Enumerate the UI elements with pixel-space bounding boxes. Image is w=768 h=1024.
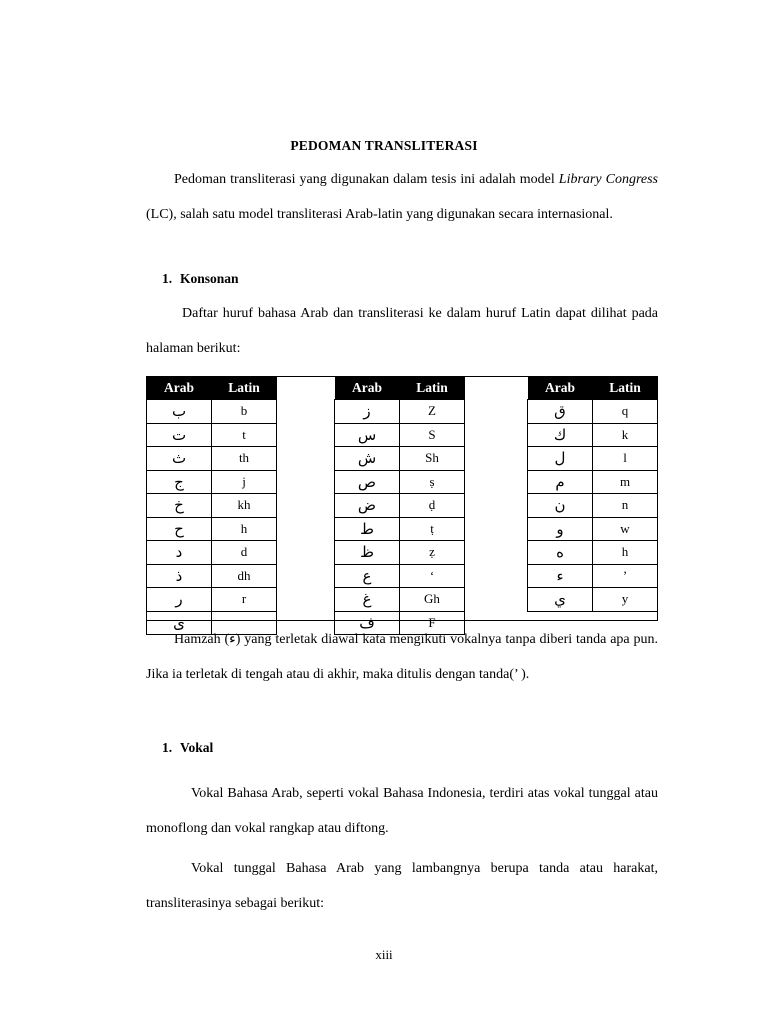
table-row xyxy=(528,400,658,424)
latin-transliteration-cell: dh xyxy=(212,564,277,588)
table-row xyxy=(528,470,658,494)
vokal-paragraph-2: Vokal tunggal Bahasa Arab yang lambangnya berupa tanda atau harakat, transliterasinya sebagai berikut: xyxy=(146,861,658,911)
consonant-table-3 xyxy=(527,376,658,634)
intro-italic-model: Library Congress xyxy=(558,172,658,187)
table-row xyxy=(528,541,658,565)
arabic-letter-cell: ط xyxy=(335,517,400,541)
arabic-letter-cell: ي xyxy=(528,588,593,612)
latin-transliteration-cell: w xyxy=(593,517,658,541)
arabic-letter-cell: ز xyxy=(335,400,400,424)
table-header-arab: Arab xyxy=(335,376,400,400)
latin-transliteration-cell: Z xyxy=(400,400,465,424)
arabic-letter-cell: م xyxy=(528,470,593,494)
table-row xyxy=(335,517,465,541)
latin-transliteration-cell: n xyxy=(593,494,658,518)
latin-transliteration-cell: h xyxy=(212,517,277,541)
table-header-latin: Latin xyxy=(400,376,465,400)
latin-transliteration-cell: F xyxy=(400,611,465,635)
section-number: 1. xyxy=(162,271,173,286)
latin-transliteration-cell: ḍ xyxy=(400,494,465,518)
table-row xyxy=(147,541,277,565)
consonant-table-1 xyxy=(146,376,277,635)
table-row xyxy=(528,564,658,588)
latin-transliteration-cell: k xyxy=(593,423,658,447)
latin-transliteration-cell: m xyxy=(593,470,658,494)
latin-transliteration-cell: Sh xyxy=(400,447,465,471)
latin-transliteration-cell: d xyxy=(212,541,277,565)
table-row xyxy=(147,517,277,541)
table-row xyxy=(147,564,277,588)
arabic-letter-cell: ع xyxy=(335,564,400,588)
arabic-letter-cell: ص xyxy=(335,470,400,494)
vokal-paragraph-1: Vokal Bahasa Arab, seperti vokal Bahasa Indonesia, terdiri atas vokal tunggal atau monoflong dan vokal rangkap atau diftong. xyxy=(146,786,658,836)
table-row xyxy=(335,494,465,518)
table-row xyxy=(528,517,658,541)
arabic-letter-cell: ح xyxy=(147,517,212,541)
table-row xyxy=(335,447,465,471)
arabic-letter-cell: ق xyxy=(528,400,593,424)
arabic-letter-cell: ر xyxy=(147,588,212,612)
arabic-letter-cell: ك xyxy=(528,423,593,447)
latin-transliteration-cell: l xyxy=(593,447,658,471)
intro-paragraph xyxy=(146,162,658,232)
arabic-letter-cell: ش xyxy=(335,447,400,471)
latin-transliteration-cell: ṣ xyxy=(400,470,465,494)
table-row xyxy=(528,588,658,612)
table-header-latin: Latin xyxy=(593,376,658,400)
section-label: Konsonan xyxy=(180,271,239,286)
latin-transliteration-cell: t xyxy=(212,423,277,447)
table-row xyxy=(147,447,277,471)
section-label: Vokal xyxy=(180,740,214,755)
latin-transliteration-cell: r xyxy=(212,588,277,612)
table-row xyxy=(335,588,465,612)
latin-transliteration-cell: S xyxy=(400,423,465,447)
table-row xyxy=(147,470,277,494)
arabic-letter-cell: ت xyxy=(147,423,212,447)
hamzah-paragraph: Hamzah (ء) yang terletak diawal kata mengikuti vokalnya tanpa diberi tanda apa pun. Jika ia terletak di tengah atau di akhir, maka ditulis dengan tanda(’ ). xyxy=(146,632,658,682)
arabic-letter-cell: ه xyxy=(528,541,593,565)
table-row xyxy=(335,400,465,424)
page-number: xiii xyxy=(375,947,393,962)
table-row xyxy=(147,400,277,424)
table-row xyxy=(335,470,465,494)
arabic-letter-cell: ث xyxy=(147,447,212,471)
latin-transliteration-cell: Gh xyxy=(400,588,465,612)
arabic-letter-cell: ف xyxy=(335,611,400,635)
table-row xyxy=(335,541,465,565)
latin-transliteration-cell: ẓ xyxy=(400,541,465,565)
latin-transliteration-cell: ṭ xyxy=(400,517,465,541)
table-row xyxy=(335,564,465,588)
latin-transliteration-cell: j xyxy=(212,470,277,494)
arabic-letter-cell: ض xyxy=(335,494,400,518)
arabic-letter-cell: خ xyxy=(147,494,212,518)
latin-transliteration-cell: kh xyxy=(212,494,277,518)
section-number: 1. xyxy=(162,740,173,755)
table-row xyxy=(528,423,658,447)
arabic-letter-cell: ن xyxy=(528,494,593,518)
table-row xyxy=(528,447,658,471)
arabic-letter-cell: ء xyxy=(528,564,593,588)
section-heading-vokal xyxy=(162,740,213,756)
table-row xyxy=(147,423,277,447)
table-row xyxy=(147,494,277,518)
latin-transliteration-cell: b xyxy=(212,400,277,424)
intro-text-before: Pedoman transliterasi yang digunakan dalam tesis ini adalah model xyxy=(174,172,559,187)
arabic-letter-cell: ذ xyxy=(147,564,212,588)
table-header-arab: Arab xyxy=(147,376,212,400)
table-row xyxy=(528,494,658,518)
arabic-letter-cell: غ xyxy=(335,588,400,612)
table-header-latin: Latin xyxy=(212,376,277,400)
latin-transliteration-cell: ‘ xyxy=(400,564,465,588)
arabic-letter-cell: ج xyxy=(147,470,212,494)
section-heading-konsonan xyxy=(162,271,239,287)
latin-transliteration-cell: q xyxy=(593,400,658,424)
latin-transliteration-cell: h xyxy=(593,541,658,565)
consonant-intro-paragraph: Daftar huruf bahasa Arab dan transliterasi ke dalam huruf Latin dapat dilihat pada halaman berikut: xyxy=(146,306,658,356)
table-header-arab: Arab xyxy=(528,376,593,400)
table-row xyxy=(335,423,465,447)
latin-transliteration-cell: th xyxy=(212,447,277,471)
arabic-letter-cell: د xyxy=(147,541,212,565)
arabic-letter-cell: ى xyxy=(147,611,212,635)
table-row xyxy=(147,588,277,612)
arabic-letter-cell: و xyxy=(528,517,593,541)
page-title: PEDOMAN TRANSLITERASI xyxy=(290,138,478,153)
arabic-letter-cell: س xyxy=(335,423,400,447)
intro-text-after: (LC), salah satu model transliterasi Arab-latin yang digunakan secara internasional. xyxy=(146,207,613,222)
consonant-table-2 xyxy=(334,376,465,635)
latin-transliteration-cell: y xyxy=(593,588,658,612)
arabic-letter-cell: ظ xyxy=(335,541,400,565)
latin-transliteration-cell: ’ xyxy=(593,564,658,588)
arabic-letter-cell: ل xyxy=(528,447,593,471)
arabic-letter-cell: ب xyxy=(147,400,212,424)
